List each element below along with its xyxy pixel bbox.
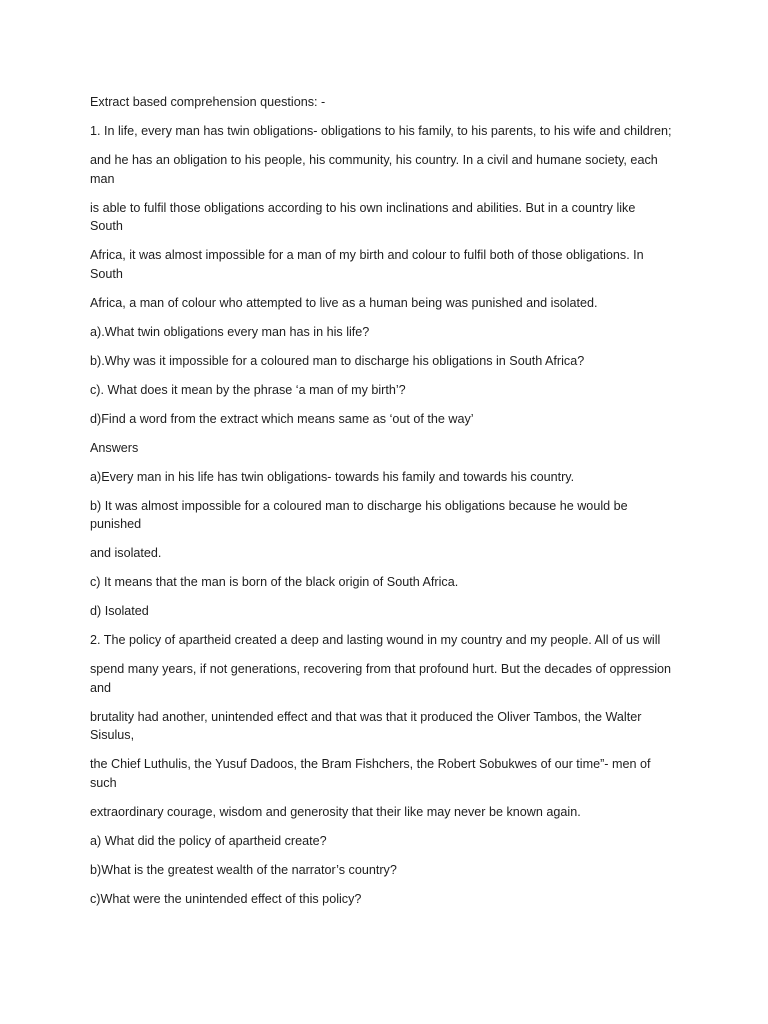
paragraph-line: 1. In life, every man has twin obligations- obligations to his family, to his parents, to his wife and children; [90,124,672,138]
question-line: a).What twin obligations every man has in his life? [90,324,370,339]
paragraph-line: is able to fulfil those obligations according to his own inclinations and abilities. But in a country like South [90,200,636,233]
paragraph-line: spend many years, if not generations, recovering from that profound hurt. But the decades of oppression and [90,662,672,695]
answer-line: and isolated. [90,546,162,560]
paragraph-line: Africa, a man of colour who attempted to live as a human being was punished and isolated. [90,295,598,310]
question-line: c). What does it mean by the phrase ‘a man of my birth’? [90,382,406,397]
question-line: b).Why was it impossible for a coloured man to discharge his obligations in South Africa? [90,353,585,368]
answer-line: c) It means that the man is born of the black origin of South Africa. [90,575,459,589]
document-body [90,93,690,908]
answer-line: d) Isolated [90,604,149,618]
heading-line: Extract based comprehension questions: - [90,95,326,109]
answers-heading: Answers [90,440,139,455]
question-line: d)Find a word from the extract which means same as ‘out of the way’ [90,411,474,426]
question-line: c)What were the unintended effect of this policy? [90,891,362,906]
question-line: a) What did the policy of apartheid create? [90,833,327,848]
paragraph-line: 2. The policy of apartheid created a deep and lasting wound in my country and my people. All of us will [90,633,661,647]
paragraph-line: extraordinary courage, wisdom and generosity that their like may never be known again. [90,804,581,819]
paragraph-line: the Chief Luthulis, the Yusuf Dadoos, the Bram Fishchers, the Robert Sobukwes of our time”- men of such [90,757,651,790]
answer-line: b) It was almost impossible for a coloured man to discharge his obligations because he would be punished [90,498,628,531]
answer-line: a)Every man in his life has twin obligations- towards his family and towards his country. [90,469,575,484]
paragraph-line: Africa, it was almost impossible for a man of my birth and colour to fulfil both of those obligations. In South [90,248,644,281]
paragraph-line: and he has an obligation to his people, his community, his country. In a civil and humane society, each man [90,153,658,186]
paragraph-line: brutality had another, unintended effect and that was that it produced the Oliver Tambos, the Walter Sisulus, [90,709,642,742]
question-line: b)What is the greatest wealth of the narrator’s country? [90,862,397,877]
